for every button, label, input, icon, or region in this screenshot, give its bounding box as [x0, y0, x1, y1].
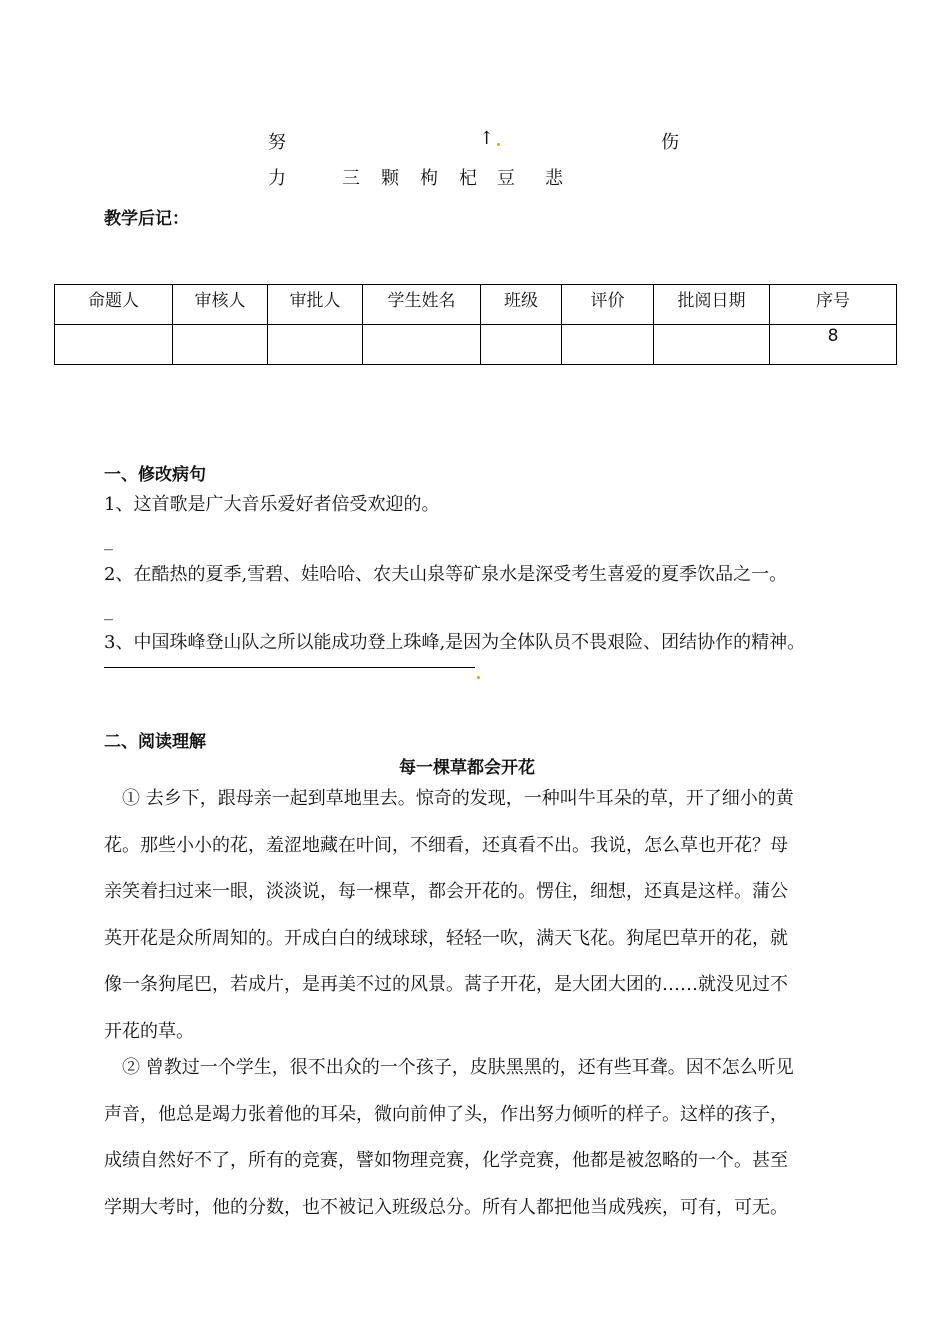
sentence-item-3: 3、中国珠峰登山队之所以能成功登上珠峰,是因为全体队员不畏艰险、团结协作的精神。: [104, 632, 806, 653]
answer-blank-mark: _: [104, 600, 113, 621]
paragraph-line: 像一条狗尾巴，若成片，是再美不过的风景。蒿子开花，是大团大团的……就没见过不: [104, 974, 788, 995]
section1-title: 一、修改病句: [104, 465, 206, 485]
answer-line: [104, 667, 475, 668]
header-cell-reviewer: 审核人: [173, 285, 268, 325]
value-cell-approver: [268, 325, 363, 365]
paragraph-line: 花。那些小小的花，羞涩地藏在叶间，不细看，还真看不出。我说，怎么草也开花？母: [104, 834, 788, 856]
header-cell-serial: 序号: [770, 285, 897, 325]
teaching-notes-label: 教学后记：: [104, 209, 189, 229]
header-arrow: ↑: [479, 128, 500, 149]
answer-blank-mark: _: [104, 530, 113, 551]
sentence-item-1: 1、这首歌是广大音乐爱好者倍受欢迎的。: [104, 494, 440, 515]
info-table-value-row: [55, 325, 897, 365]
header-cell-student-name: 学生姓名: [363, 285, 481, 325]
section2-title: 二、阅读理解: [104, 732, 206, 752]
header-row2-char: 力: [268, 168, 286, 189]
header-cell-approver: 审批人: [268, 285, 363, 325]
header-cell-class: 班级: [481, 285, 562, 325]
header-row2-char: 枸: [420, 168, 438, 189]
header-cell-review-date: 批阅日期: [654, 285, 770, 325]
header-char-nu: 努: [268, 132, 286, 153]
paragraph-line: 英开花是众所周知的。开成白白的绒球球，轻轻一吹，满天飞花。狗尾巴草开的花，就: [104, 927, 788, 949]
paragraph-line: 声音，他总是竭力张着他的耳朵，微向前伸了头，作出努力倾听的样子。这样的孩子，: [104, 1103, 788, 1125]
header-row2-char: 三: [342, 168, 360, 189]
value-cell-setter: [55, 325, 173, 365]
paragraph-line: 学期大考时，他的分数，也不被记入班级总分。所有人都把他当成残疾，可有，可无。: [104, 1196, 788, 1218]
sentence-item-2: 2、在酷热的夏季,雪碧、娃哈哈、农夫山泉等矿泉水是深受考生喜爱的夏季饮品之一。: [104, 564, 788, 585]
paragraph-line: ① 去乡下，跟母亲一起到草地里去。惊奇的发现，一种叫牛耳朵的草，开了细小的黄: [122, 788, 794, 809]
article-paragraph-1: [104, 776, 848, 1055]
header-row2-char: 杞: [459, 168, 477, 189]
paragraph-line: 成绩自然好不了，所有的竞赛，譬如物理竞赛，化学竞赛，他都是被忽略的一个。甚至: [104, 1150, 788, 1171]
paragraph-line: 开花的草。: [104, 1020, 194, 1042]
paragraph-line: 亲笑着扫过来一眼，淡淡说，每一棵草，都会开花的。愣住，细想，还真是这样。蒲公: [104, 881, 788, 902]
header-row2-char: 豆: [497, 168, 515, 189]
article-title: 每一棵草都会开花: [399, 758, 535, 778]
value-cell-student-name: [363, 325, 481, 365]
header-cell-setter: 命题人: [55, 285, 173, 325]
value-cell-review-date: [654, 325, 770, 365]
header-char-shang: 伤: [661, 132, 679, 153]
header-row2-char: 悲: [545, 168, 563, 189]
info-table-header-row: [55, 285, 897, 325]
yellow-mark: [474, 662, 480, 681]
value-cell-evaluation: [562, 325, 654, 365]
article-paragraph-2: [104, 1045, 848, 1231]
header-cell-evaluation: 评价: [562, 285, 654, 325]
header-row2-char: 颗: [381, 168, 399, 189]
info-table: [54, 284, 897, 365]
value-cell-class: [481, 325, 562, 365]
paragraph-line: ② 曾教过一个学生，很不出众的一个孩子，皮肤黑黑的，还有些耳聋。因不怎么听见: [122, 1057, 794, 1078]
value-cell-serial: 8: [770, 325, 897, 365]
value-cell-reviewer: [173, 325, 268, 365]
